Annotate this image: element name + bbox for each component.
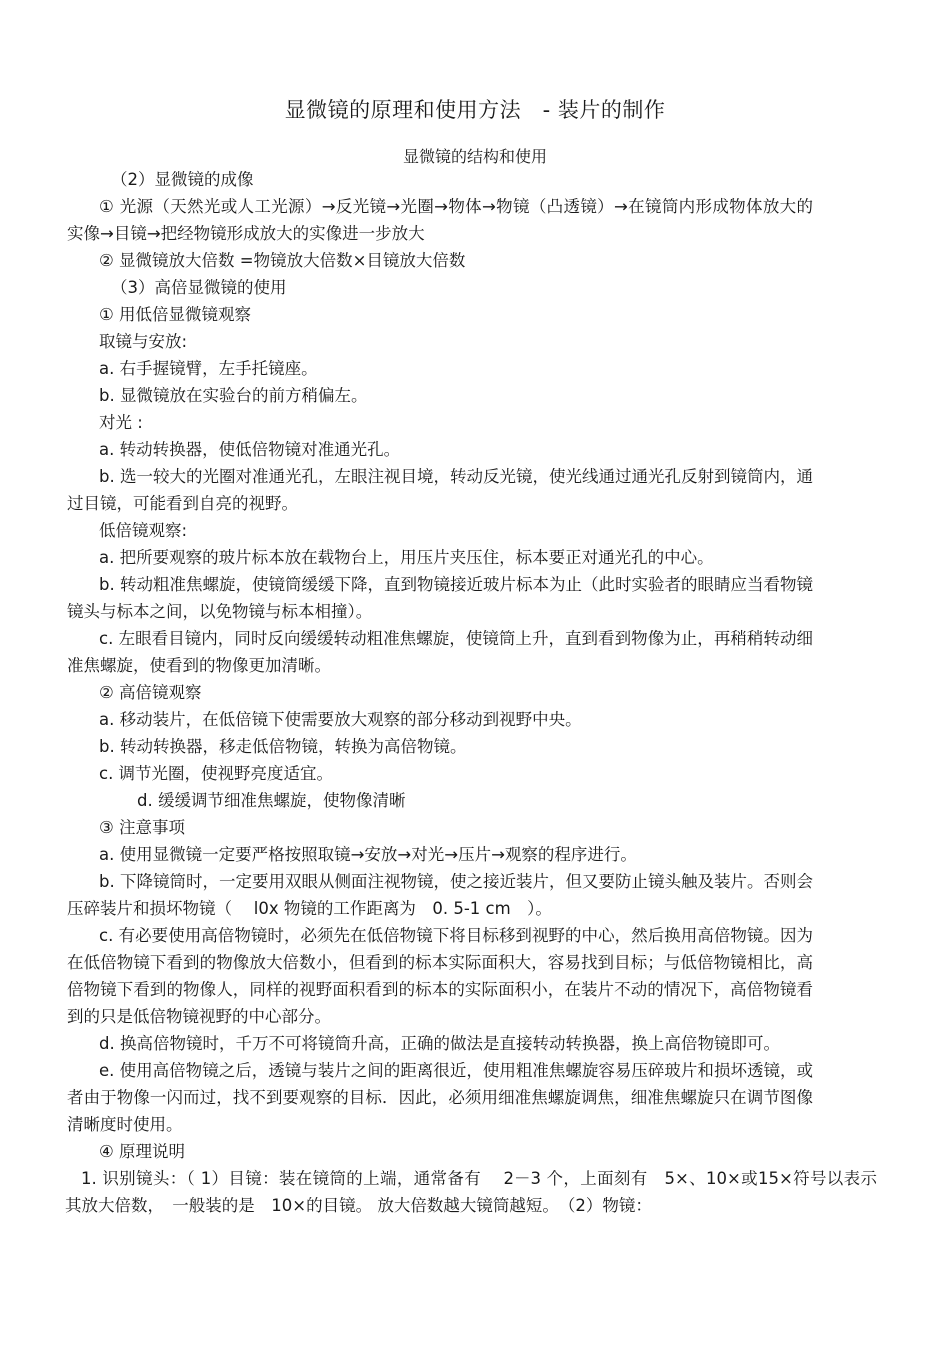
list-item: b. 转动转换器，移走低倍物镜，转换为高倍物镜。 xyxy=(99,737,467,756)
section-subtitle: 显微镜的结构和使用 xyxy=(402,147,547,166)
heading-imaging: （2）显微镜的成像 xyxy=(111,170,254,189)
paragraph-light-path: ① 光源（天然光或人工光源）→反光镜→光圈→物体→物镜（凸透镜）→在镜筒内形成物体放大的实像→目镜→把经物镜形成放大的实像进一步放大 xyxy=(67,197,813,243)
paragraph-lens-identification: 1. 识别镜头：（ 1）目镜：装在镜筒的上端，通常备有 2－3 个，上面刻有 5×、10×或15×符号以表示其放大倍数， 一般装的是 10×的目镜。 放大倍数越大镜筒越短。 （2）物镜： xyxy=(65,1169,877,1215)
document-body xyxy=(65,166,877,1219)
list-item: c. 调节光圈，使视野亮度适宜。 xyxy=(99,764,334,783)
list-item: b. 转动粗准焦螺旋，使镜筒缓缓下降，直到物镜接近玻片标本为止（此时实验者的眼睛应当看物镜镜头与标本之间，以免物镜与标本相撞）。 xyxy=(67,575,813,621)
list-item: a. 移动装片，在低倍镜下使需要放大观察的部分移动到视野中央。 xyxy=(99,710,582,729)
list-item: b. 下降镜筒时，一定要用双眼从侧面注视物镜，使之接近装片，但又要防止镜头触及装片。否则会压碎装片和损坏物镜（ l0x 物镜的工作距离为 0. 5-1 cm ）。 xyxy=(67,872,813,918)
heading-principle: ④ 原理说明 xyxy=(99,1142,186,1161)
heading-precautions: ③ 注意事项 xyxy=(99,818,186,837)
heading-low-power-observe: ① 用低倍显微镜观察 xyxy=(99,305,252,324)
list-item: d. 缓缓调节细准焦螺旋，使物像清晰 xyxy=(137,791,406,810)
list-item: c. 有必要使用高倍物镜时，必须先在低倍物镜下将目标移到视野的中心，然后换用高倍物镜。因为在低倍物镜下看到的物像放大倍数小，但看到的标本实际面积大，容易找到目标；与低倍物镜相比，高倍物镜下看到的物像人，同样的视野面积看到的标本的实际面积小，在装片不动的情况下，高倍物镜看到的只是低倍物镜视野的中心部分。 xyxy=(67,926,813,1026)
list-item: b. 显微镜放在实验台的前方稍偏左。 xyxy=(99,386,368,405)
list-item: c. 左眼看目镜内，同时反向缓缓转动粗准焦螺旋，使镜筒上升，直到看到物像为止，再稍稍转动细准焦螺旋，使看到的物像更加清晰。 xyxy=(67,629,813,675)
list-item: b. 选一较大的光圈对准通光孔，左眼注视目境，转动反光镜，使光线通过通光孔反射到镜筒内，通过目镜，可能看到自亮的视野。 xyxy=(67,467,813,513)
list-item: a. 使用显微镜一定要严格按照取镜→安放→对光→压片→观察的程序进行。 xyxy=(99,845,637,864)
label-take-and-place: 取镜与安放: xyxy=(99,332,188,351)
paragraph-magnification: ② 显微镜放大倍数 =物镜放大倍数×目镜放大倍数 xyxy=(99,251,466,270)
list-item: a. 把所要观察的玻片标本放在载物台上，用压片夹压住，标本要正对通光孔的中心。 xyxy=(99,548,714,567)
heading-high-power-observe: ② 高倍镜观察 xyxy=(99,683,202,702)
list-item: e. 使用高倍物镜之后，透镜与装片之间的距离很近，使用粗准焦螺旋容易压碎玻片和损坏透镜，或者由于物像一闪而过，找不到要观察的目标．因此，必须用细准焦螺旋调焦，细准焦螺旋只在调节图像清晰度时使用。 xyxy=(67,1061,813,1134)
heading-high-power-use: （3）高倍显微镜的使用 xyxy=(111,278,287,297)
list-item: a. 右手握镜臂，左手托镜座。 xyxy=(99,359,318,378)
list-item: a. 转动转换器，使低倍物镜对准通光孔。 xyxy=(99,440,401,459)
document-title: 显微镜的原理和使用方法 - 装片的制作 xyxy=(284,98,666,122)
label-light-alignment: 对光 : xyxy=(99,413,143,432)
list-item: d. 换高倍物镜时，千万不可将镜筒升高，正确的做法是直接转动转换器，换上高倍物镜即可。 xyxy=(99,1034,780,1053)
label-low-power-observation: 低倍镜观察: xyxy=(99,521,188,540)
